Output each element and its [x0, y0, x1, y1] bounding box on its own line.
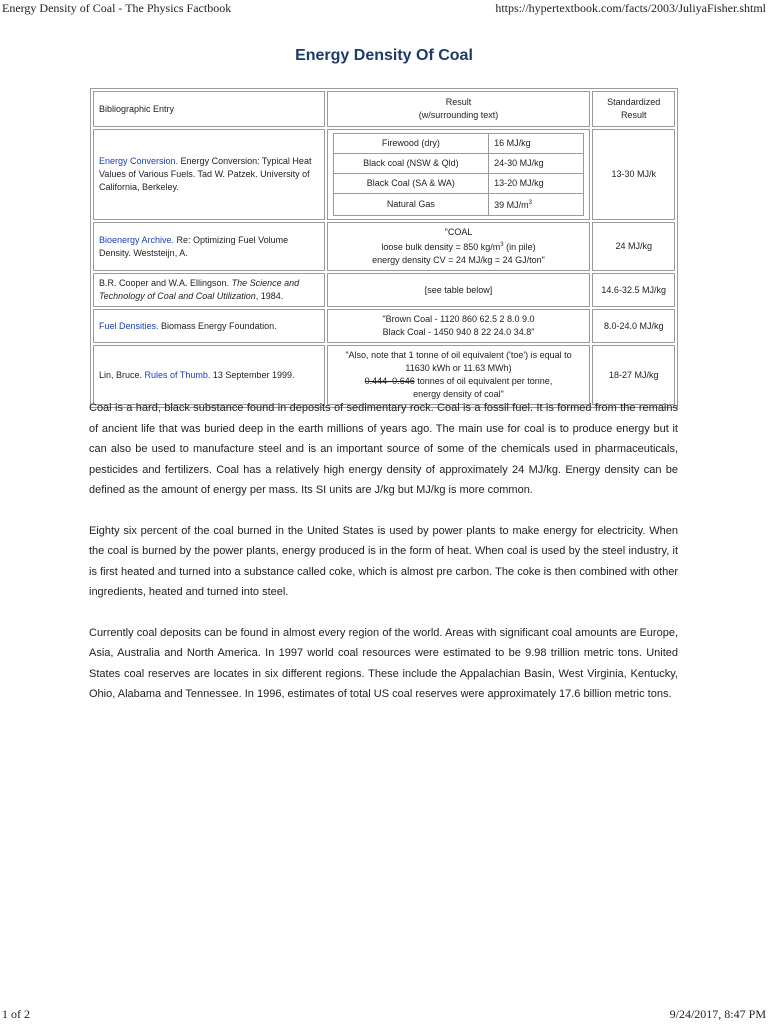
fuel-value: 16 MJ/kg — [489, 134, 584, 154]
standardized-cell: 13-30 MJ/k — [592, 129, 675, 220]
fuel-values-table — [333, 133, 585, 216]
fuel-row — [333, 174, 584, 194]
result-cell — [327, 222, 591, 271]
page-title: Energy Density Of Coal — [295, 47, 473, 64]
table-row — [93, 129, 675, 220]
entry-cell — [93, 309, 325, 343]
superscript: 3 — [528, 200, 532, 206]
result-cell — [327, 129, 591, 220]
entry-text: Re: Optimizing Fuel Volume Density. Weststeijn, A. — [99, 234, 289, 258]
fuel-name: Black Coal (SA & WA) — [333, 174, 489, 194]
fuel-value: 13-20 MJ/kg — [489, 174, 584, 194]
header-result-line2: (w/surrounding text) — [418, 110, 499, 120]
table-row — [93, 222, 675, 271]
page-number: 1 of 2 — [2, 1007, 30, 1021]
header-result — [327, 91, 591, 127]
header-result-line1: Result — [445, 97, 472, 107]
paragraph: Eighty six percent of the coal burned in the United States is used by power plants to make energy for electricity. When the coal is burned by the power plants, energy produced is in the form of heat. When coal is used by the steel industry, it is first heated and turned into a substance called coke, which is almost pre carbon. The coke is then combined with other ingredients, heated and turned into steel. — [89, 524, 678, 598]
standardized-cell: 18-27 MJ/kg — [592, 345, 675, 405]
result-line: "Brown Coal - 1120 860 62.5 2 8.0 9.0 — [382, 314, 535, 324]
standardized-cell: 14.6-32.5 MJ/kg — [592, 273, 675, 307]
entry-book-title: The Science and Technology of Coal and Coal Utilization — [99, 278, 300, 301]
result-cell: [see table below] — [327, 273, 591, 307]
fuel-densities-link[interactable]: Fuel Densities. — [99, 320, 159, 331]
standardized-cell: 24 MJ/kg — [592, 222, 675, 271]
bioenergy-archive-link[interactable]: Bioenergy Archive. — [99, 234, 175, 245]
entry-text: Lin, Bruce. — [99, 369, 145, 380]
result-line: Black Coal - 1450 940 8 22 24.0 34.8" — [382, 327, 535, 337]
print-page-title: Energy Density of Coal - The Physics Factbook — [2, 1, 232, 15]
entry-text: 13 September 1999. — [210, 369, 295, 380]
fuel-name: Firewood (dry) — [333, 134, 489, 154]
result-line: energy density of coal" — [413, 389, 504, 399]
standardized-cell: 8.0-24.0 MJ/kg — [592, 309, 675, 343]
table-header-row — [93, 91, 675, 127]
table-row — [93, 309, 675, 343]
superscript: 3 — [500, 242, 504, 248]
fuel-value: 39 MJ/m — [494, 200, 529, 210]
fuel-row — [333, 134, 584, 154]
header-entry: Bibliographic Entry — [93, 91, 325, 127]
print-datetime: 9/24/2017, 8:47 PM — [669, 1007, 766, 1021]
energy-conversion-link[interactable]: Energy Conversion. — [99, 156, 179, 166]
entry-text: B.R. Cooper and W.A. Ellingson. — [99, 278, 232, 288]
result-line: "COAL — [444, 227, 473, 237]
result-line-struck: 0.444–0.646 — [364, 376, 415, 386]
table-row — [93, 273, 675, 307]
bibliography-table — [90, 88, 678, 408]
result-line: "Also, note that 1 tonne of oil equivalent ('toe') is equal to — [345, 350, 572, 360]
entry-cell — [93, 129, 325, 220]
entry-cell — [93, 222, 325, 271]
entry-cell — [93, 345, 325, 405]
result-line: energy density CV = 24 MJ/kg = 24 GJ/ton" — [372, 255, 545, 265]
print-footer — [0, 1006, 768, 1024]
print-header — [0, 0, 768, 18]
result-line: loose bulk density = 850 kg/m — [381, 242, 501, 252]
header-standardized — [592, 91, 675, 127]
fuel-name: Natural Gas — [333, 194, 489, 216]
article-body — [89, 398, 678, 725]
entry-cell — [93, 273, 325, 307]
header-standardized-line1: Standardized — [607, 97, 661, 107]
rules-of-thumb-link[interactable]: Rules of Thumb. — [144, 369, 211, 380]
result-cell — [327, 345, 591, 405]
entry-text: Biomass Energy Foundation. — [158, 320, 277, 331]
result-cell — [327, 309, 591, 343]
header-standardized-line2: Result — [620, 110, 647, 120]
paragraph: Currently coal deposits can be found in almost every region of the world. Areas with significant coal amounts are Europe, Asia, Australia and North America. In 1997 world coal resources were estimated to be 9.98 trillion metric tons. United States coal reserves are locates in six different regions. These include the Appalachian Basin, West Virginia, Kentucky, Ohio, Alabama and Tennessee. In 1996, estimates of total US coal reserves were approximately 17.6 billion metric tons. — [89, 626, 678, 700]
result-line: tonnes of oil equivalent per tonne, — [414, 376, 553, 386]
entry-text: , 1984. — [255, 291, 284, 301]
entry-text: Energy Conversion: Typical Heat Values of Various Fuels. Tad W. Patzek. University of California, Berkeley. — [99, 156, 312, 192]
fuel-name: Black coal (NSW & Qld) — [333, 154, 489, 174]
fuel-value-cell — [489, 194, 584, 216]
fuel-row — [333, 194, 584, 216]
paragraph: Coal is a hard, black substance found in deposits of sedimentary rock. Coal is a fossil fuel. It is formed from the remains of ancient life that was buried deep in the earth millions of years ago. The main use for coal is to produce energy but it can also be used to manufacture steel and is an important source of some of the chemicals used in pharmaceuticals, pesticides and fertilizers. Coal has a relatively high energy density of approximately 24 MJ/kg. Energy density can be defined as the amount of energy per mass. Its SI units are J/kg but MJ/kg is more common. — [89, 402, 678, 496]
table-row — [93, 345, 675, 405]
result-line: 11630 kWh or 11.63 MWh) — [405, 363, 512, 373]
fuel-value: 24-30 MJ/kg — [489, 154, 584, 174]
result-line: (in pile) — [503, 242, 536, 252]
fuel-row — [333, 154, 584, 174]
print-url: https://hypertextbook.com/facts/2003/JuliyaFisher.shtml — [495, 1, 766, 15]
